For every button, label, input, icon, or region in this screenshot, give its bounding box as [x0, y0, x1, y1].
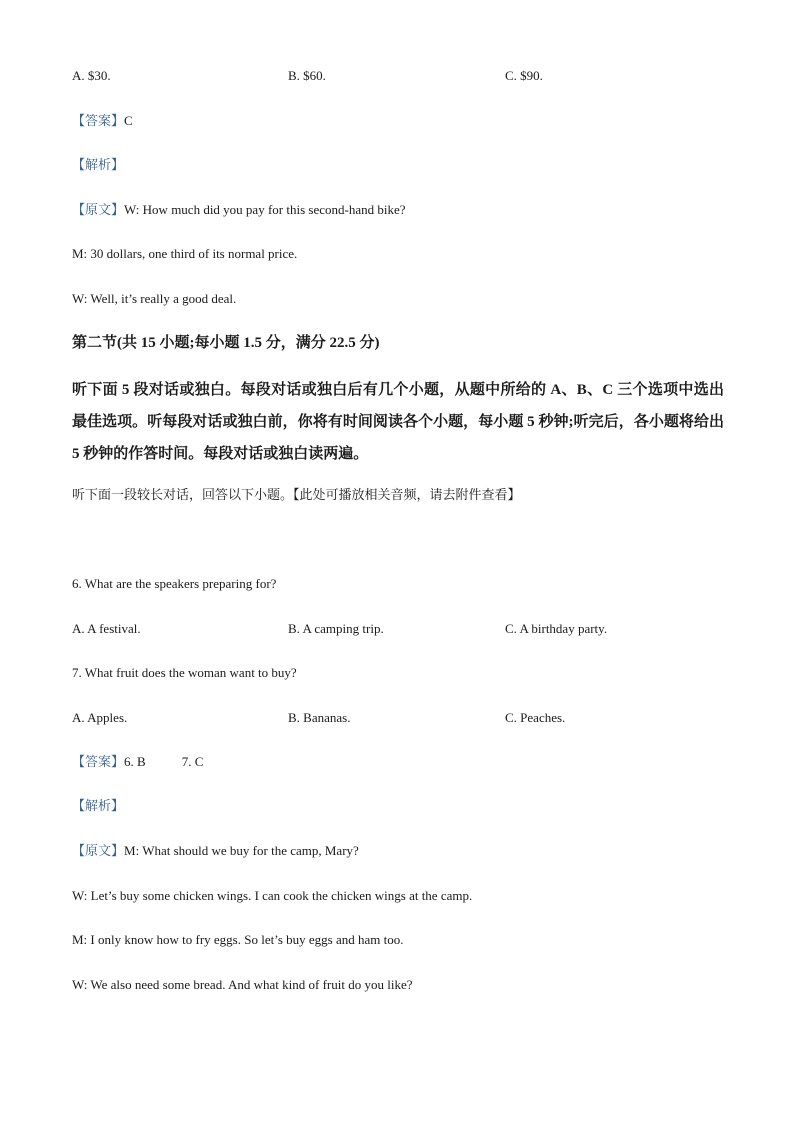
q6-option-a: A. A festival.: [72, 621, 141, 636]
audio-note: 听下面一段较长对话，回答以下小题。【此处可播放相关音频，请去附件查看】: [72, 487, 521, 502]
q6-option-b: B. A camping trip.: [288, 621, 384, 636]
transcript-line: W: We also need some bread. And what kind of fruit do you like?: [72, 977, 413, 992]
answer-6: 6. B: [124, 754, 146, 769]
q7-question: 7. What fruit does the woman want to buy?: [72, 665, 297, 680]
original-tag: 【原文】: [72, 202, 125, 217]
q5-option-b: B. $60.: [288, 68, 326, 83]
q6-option-c: C. A birthday party.: [505, 621, 608, 636]
q7-option-a: A. Apples.: [72, 710, 128, 725]
answer-value: C: [124, 113, 133, 128]
transcript-line: M: 30 dollars, one third of its normal price.: [72, 246, 298, 261]
transcript-line: W: Let’s buy some chicken wings. I can cook the chicken wings at the camp.: [72, 888, 473, 903]
q6-question: 6. What are the speakers preparing for?: [72, 576, 277, 591]
answer-7: 7. C: [181, 754, 204, 769]
transcript-line: [72, 201, 406, 219]
q5-answer-line: [72, 112, 133, 130]
section-instructions: 听下面 5 段对话或独白。每段对话或独白后有几个小题，从题中所给的 A、B、C 三个选项中选出最佳选项。听每段对话或独白前，你将有时间阅读各个小题，每小题 5 秒钟;听完后，各小题将给出 5 秒钟的作答时间。每段对话或独白读两遍。: [72, 382, 724, 462]
q67-answer-line: [72, 753, 203, 771]
transcript-text: M: What should we buy for the camp, Mary?: [124, 843, 359, 858]
q5-option-a: A. $30.: [72, 68, 111, 83]
analysis-tag: 【解析】: [72, 157, 125, 172]
q7-option-b: B. Bananas.: [288, 710, 351, 725]
transcript-line: W: Well, it’s really a good deal.: [72, 291, 237, 306]
q5-option-c: C. $90.: [505, 68, 543, 83]
section-heading: 第二节(共 15 小题;每小题 1.5 分，满分 22.5 分): [72, 335, 380, 351]
answer-tag: 【答案】: [72, 113, 125, 128]
original-tag: 【原文】: [72, 843, 125, 858]
transcript-text: W: How much did you pay for this second-hand bike?: [124, 202, 406, 217]
transcript-line: M: I only know how to fry eggs. So let’s buy eggs and ham too.: [72, 932, 404, 947]
answer-tag: 【答案】: [72, 754, 125, 769]
q7-option-c: C. Peaches.: [505, 710, 566, 725]
analysis-tag: 【解析】: [72, 798, 125, 813]
transcript-line: [72, 842, 359, 860]
